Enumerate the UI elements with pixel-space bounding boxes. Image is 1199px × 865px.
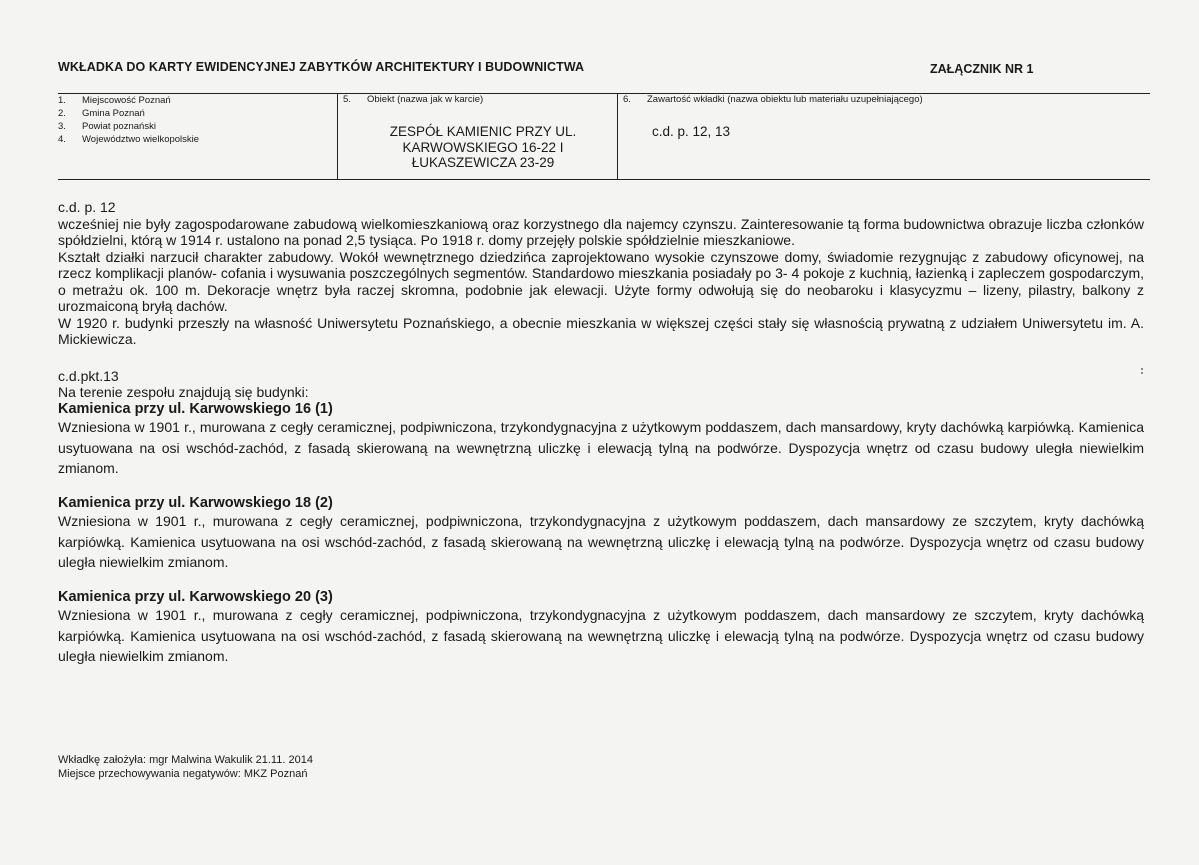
- contents-label-text: Zawartość wkładki (nazwa obiektu lub materiału uzupełniającego): [647, 94, 923, 105]
- scan-speck: [1141, 372, 1143, 374]
- object-name-line: KARWOWSKIEGO 16-22 I: [402, 139, 564, 155]
- location-item: [58, 107, 199, 120]
- buildings-intro: Na terenie zespołu znajdują się budynki:: [58, 384, 309, 400]
- paragraph: wcześniej nie były zagospodarowane zabudową wielkomieszkaniową oraz korzystnego dla najemcy czynszu. Zainteresowanie tą forma budownictwa obrazuje liczba członków spółdzielni, którą w 1914 r. ustalono na ponad 2,5 tysiąca. Po 1918 r. domy przejęły polskie spółdzielnie mieszkaniowe.: [58, 215, 1144, 248]
- building-description: Wzniesiona w 1901 r., murowana z cegły ceramicznej, podpiwniczona, trzykondygnacyjna z użytkowym poddaszem, dach mansardowy, kryty dachówką karpiówką. Kamienica usytuowana na osi wschód-zachód, z fasadą skierowaną na wewnętrzną uliczkę i elewacją tylną na podwórze. Dyspozycja wnętrz od czasu budowy uległa niewielkim zmianom.: [58, 419, 1144, 476]
- author-line: Wkładkę założyła: mgr Malwina Wakulik 21.11. 2014: [58, 754, 313, 766]
- paragraph: Kształt działki narzucił charakter zabudowy. Wokół wewnętrznego dziedzińca zaprojektowano wysokie czynszowe domy, świadomie rezygnując z zabudowy oficynowej, na rzecz komplikacji planów- cofania i wysuwania poszczególnych segmentów. Standardowo mieszkania posiadały po 3- 4 pokoje z kuchnią, łazienką i zapleczem gospodarczym, o metrażu ok. 100 m. Dekoracje wnętrz była raczej skromna, podobnie jak elewacji. Użyte formy odwołują się do neobaroku i klasycyzmu – lizeny, pilastry, balkony z urozmaiconą bryłą dachów.: [58, 248, 1144, 314]
- object-label-text: Obiekt (nazwa jak w karcie): [367, 94, 484, 105]
- object-label: [343, 94, 483, 105]
- location-item: [58, 120, 199, 133]
- item-number: 1.: [58, 95, 66, 106]
- item-text: Miejscowość Poznań: [82, 95, 171, 106]
- section-ref-13: c.d.pkt.13: [58, 367, 119, 384]
- contents-number: 6.: [623, 94, 631, 105]
- table-top-rule: [58, 93, 1150, 94]
- object-number: 5.: [343, 94, 351, 105]
- item-text: Województwo wielkopolskie: [82, 134, 200, 145]
- item-number: 3.: [58, 121, 66, 132]
- contents-value: c.d. p. 12, 13: [652, 124, 731, 139]
- object-name-line: ŁUKASZEWICZA 23-29: [411, 155, 555, 170]
- location-list: [58, 94, 199, 146]
- document-footer: [58, 753, 313, 781]
- table-divider-1: [337, 93, 338, 179]
- scan-speck: [1141, 368, 1143, 370]
- storage-line: Miejsce przechowywania negatywów: MKZ Poznań: [58, 768, 308, 780]
- document-title: WKŁADKA DO KARTY EWIDENCYJNEJ ZABYTKÓW ARCHITEKTURY I BUDOWNICTWA: [58, 60, 585, 74]
- annex-label: ZAŁĄCZNIK NR 1: [930, 62, 1034, 76]
- object-name-line: ZESPÓŁ KAMIENIC PRZY UL.: [389, 124, 577, 139]
- object-name: [343, 124, 623, 171]
- building-heading: Kamienica przy ul. Karwowskiego 18 (2): [58, 494, 333, 511]
- location-item: [58, 133, 199, 146]
- paragraph: W 1920 r. budynki przeszły na własność Uniwersytetu Poznańskiego, a obecnie mieszkania w większej części stały się własnością prywatną z udziałem Uniwersytetu im. A. Mickiewicza.: [58, 314, 1144, 347]
- building-heading: Kamienica przy ul. Karwowskiego 16 (1): [58, 400, 333, 417]
- building-description: Wzniesiona w 1901 r., murowana z cegły ceramicznej, podpiwniczona, trzykondygnacyjna z użytkowym poddaszem, dach mansardowy ze szczytem, kryty dachówką karpiówką. Kamienica usytuowana na osi wschód-zachód, z fasadą skierowaną na wewnętrzną uliczkę i elewacją tylną na podwórze. Dyspozycja wnętrz od czasu budowy uległa niewielkim zmianom.: [58, 607, 1144, 664]
- item-text: Powiat poznański: [82, 121, 156, 132]
- item-text: Gmina Poznań: [82, 108, 145, 119]
- contents-label: [623, 94, 923, 105]
- building-heading: Kamienica przy ul. Karwowskiego 20 (3): [58, 588, 333, 605]
- section-ref-12: c.d. p. 12: [58, 199, 116, 215]
- building-description: Wzniesiona w 1901 r., murowana z cegły ceramicznej, podpiwniczona, trzykondygnacyjna z użytkowym poddaszem, dach mansardowy ze szczytem, kryty dachówką karpiówką. Kamienica usytuowana na osi wschód-zachód, z fasadą skierowaną na wewnętrzną uliczkę i elewacją tylną na podwórze. Dyspozycja wnętrz od czasu budowy uległa niewielkim zmianom.: [58, 513, 1144, 570]
- location-item: [58, 94, 199, 107]
- main-content: [58, 199, 1144, 667]
- table-bottom-rule: [58, 179, 1150, 180]
- item-number: 4.: [58, 134, 66, 145]
- item-number: 2.: [58, 108, 66, 119]
